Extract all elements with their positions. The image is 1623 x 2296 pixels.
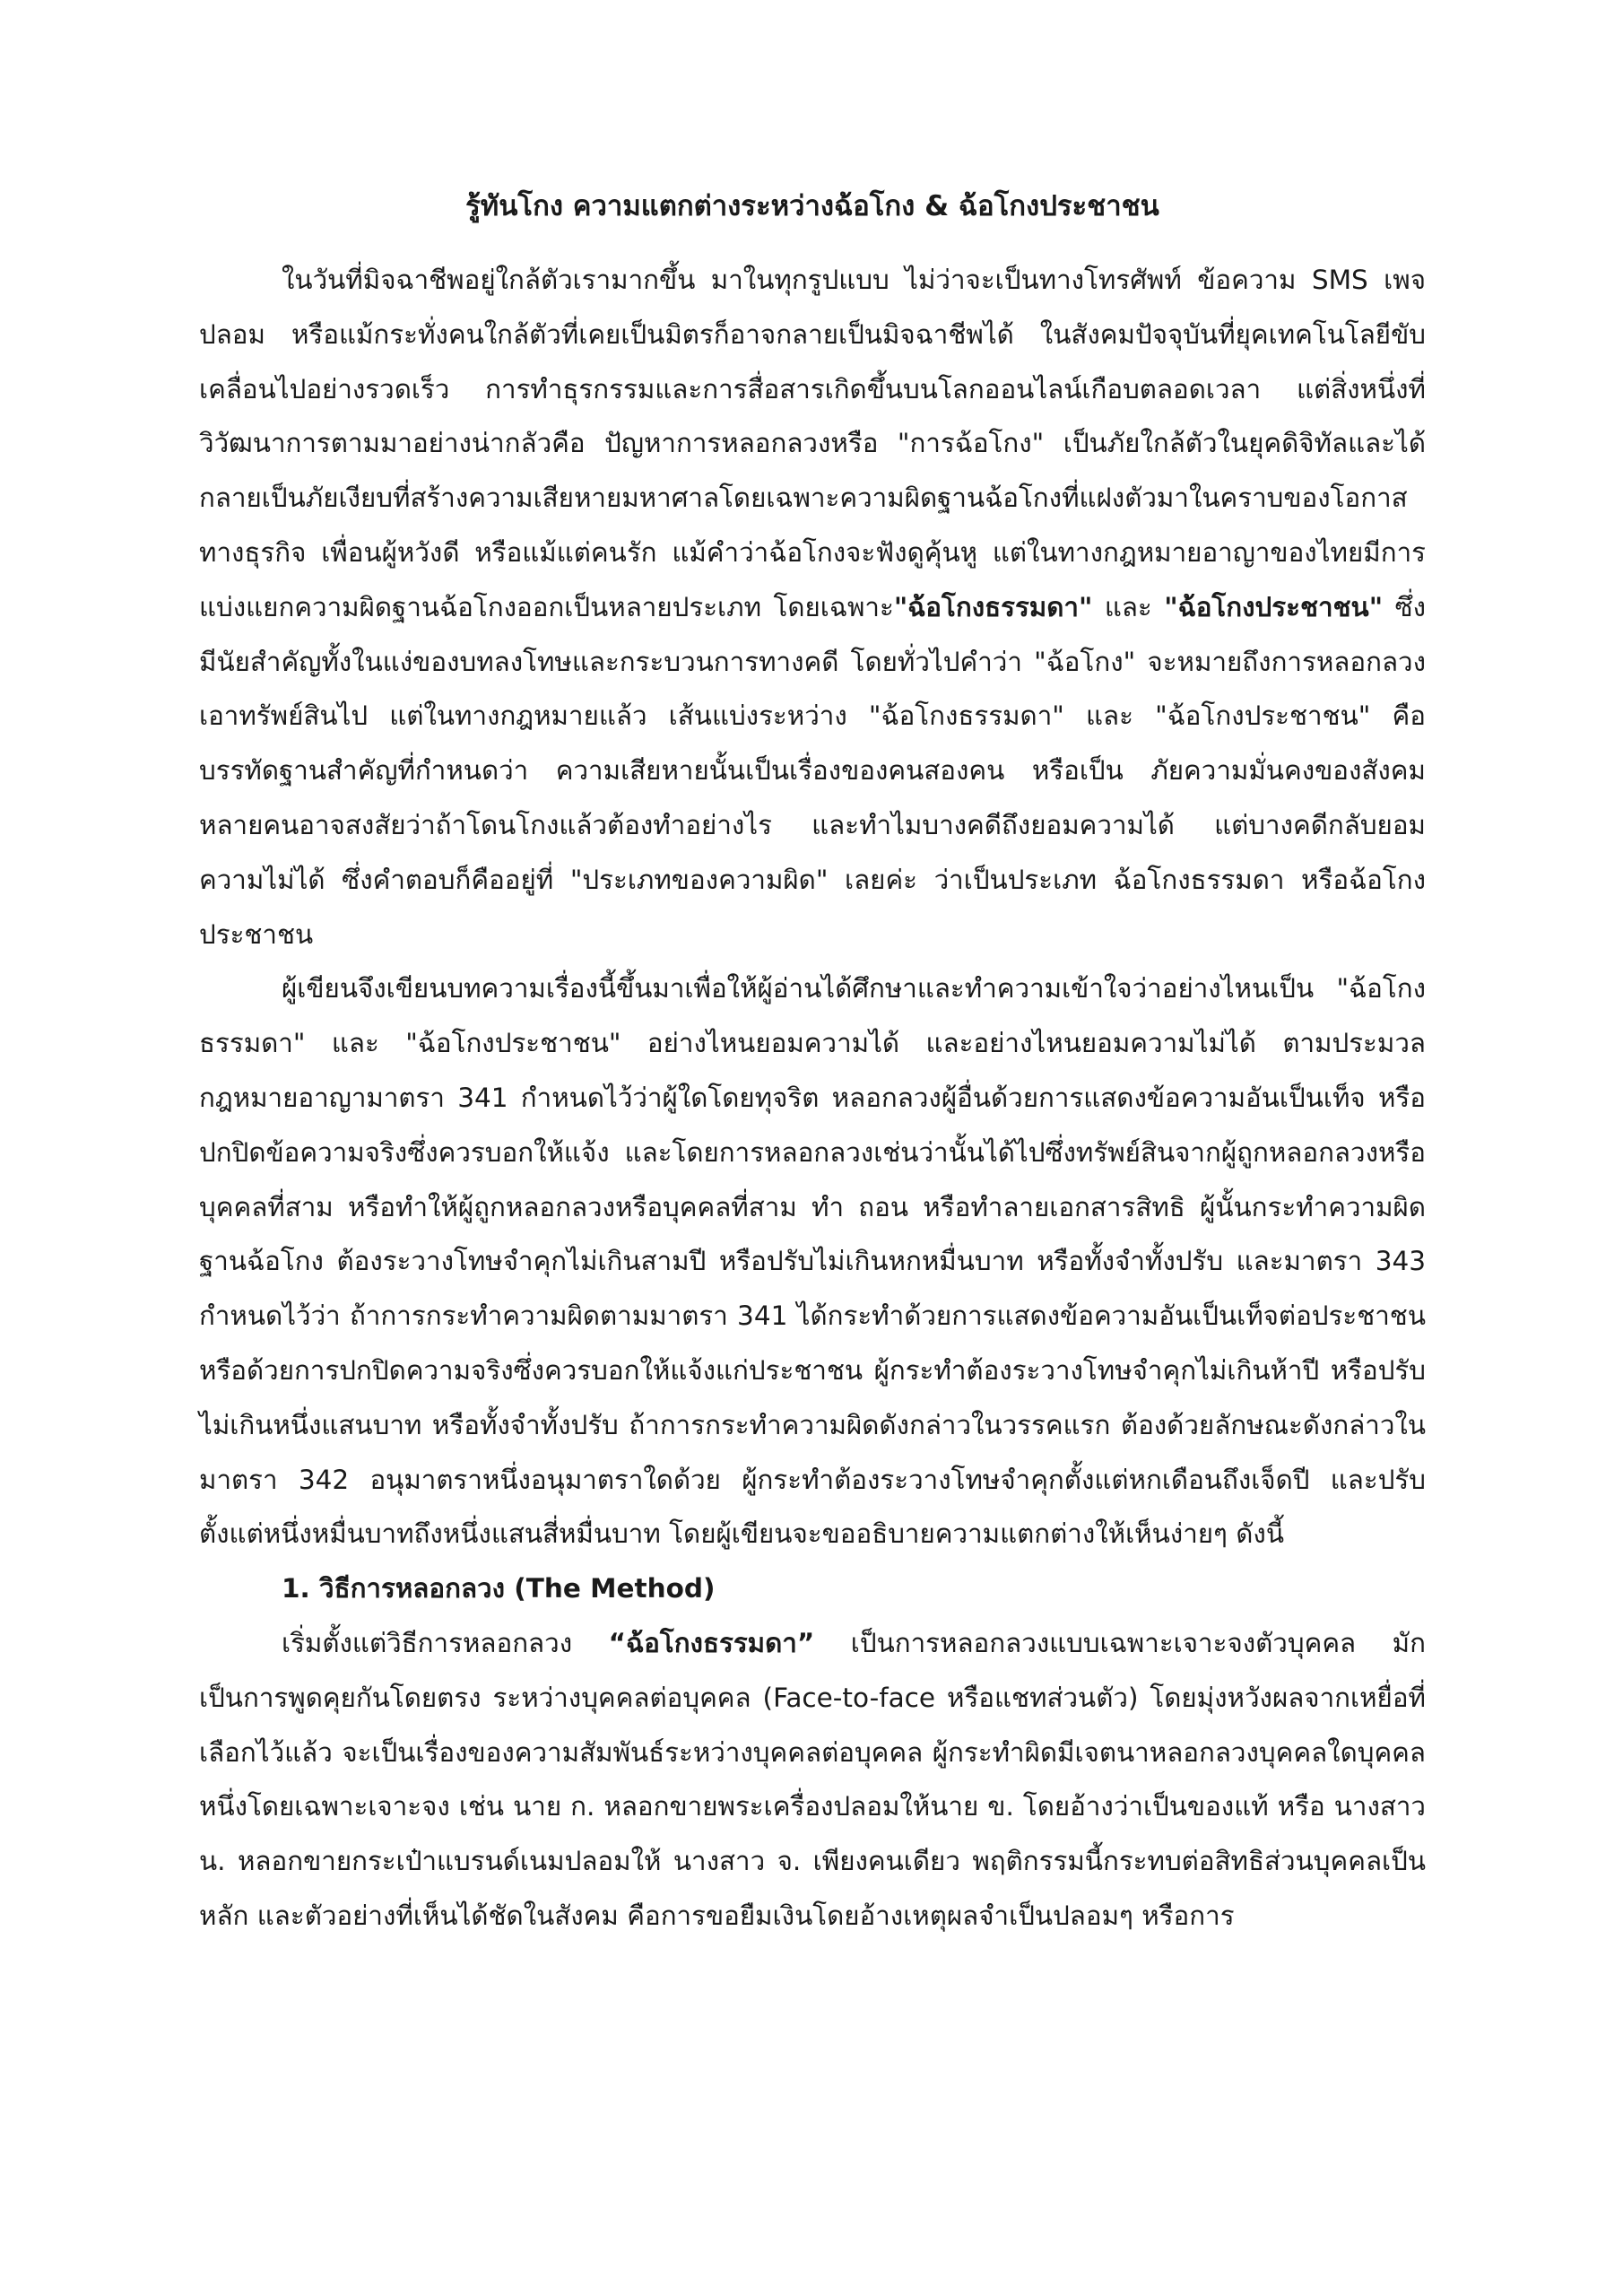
- paragraph-intro: [199, 253, 1426, 961]
- term-ordinary-fraud-quoted: “ฉ้อโกงธรรมดา”: [608, 1627, 815, 1658]
- paragraph-method-text-2: เป็นการหลอกลวงแบบเฉพาะเจาะจงตัวบุคคล มักเป็นการพูดคุยกันโดยตรง ระหว่างบุคคลต่อบุคคล (Face-to-face หรือแชทส่วนตัว) โดยมุ่งหวังผลจากเหยื่อที่เลือกไว้แล้ว จะเป็นเรื่องของความสัมพันธ์ระหว่างบุคคลต่อบุคคล ผู้กระทำผิดมีเจตนาหลอกลวงบุคคลใดบุคคลหนึ่งโดยเฉพาะเจาะจง เช่น นาย ก. หลอกขายพระเครื่องปลอมให้นาย ข. โดยอ้างว่าเป็นของแท้ หรือ นางสาว น. หลอกขายกระเป๋าแบรนด์เนมปลอมให้ นางสาว จ. เพียงคนเดียว พฤติกรรมนี้กระทบต่อสิทธิส่วนบุคคลเป็นหลัก และตัวอย่างที่เห็นได้ชัดในสังคม คือการขอยืมเงินโดยอ้างเหตุผลจำเป็นปลอมๆ หรือการ: [199, 1627, 1426, 1931]
- paragraph-law: ผู้เขียนจึงเขียนบทความเรื่องนี้ขึ้นมาเพื่อให้ผู้อ่านได้ศึกษาและทำความเข้าใจว่าอย่างไหนเป็น "ฉ้อโกงธรรมดา" และ "ฉ้อโกงประชาชน" อย่างไหนยอมความได้ และอย่างไหนยอมความไม่ได้ ตามประมวลกฎหมายอาญามาตรา 341 กำหนดไว้ว่าผู้ใดโดยทุจริต หลอกลวงผู้อื่นด้วยการแสดงข้อความอันเป็นเท็จ หรือปกปิดข้อความจริงซึ่งควรบอกให้แจ้ง และโดยการหลอกลวงเช่นว่านั้นได้ไปซึ่งทรัพย์สินจากผู้ถูกหลอกลวงหรือบุคคลที่สาม หรือทำให้ผู้ถูกหลอกลวงหรือบุคคลที่สาม ทำ ถอน หรือทำลายเอกสารสิทธิ ผู้นั้นกระทำความผิดฐานฉ้อโกง ต้องระวางโทษจำคุกไม่เกินสามปี หรือปรับไม่เกินหกหมื่นบาท หรือทั้งจำทั้งปรับ และมาตรา 343 กำหนดไว้ว่า ถ้าการกระทำความผิดตามมาตรา 341 ได้กระทำด้วยการแสดงข้อความอันเป็นเท็จต่อประชาชน หรือด้วยการปกปิดความจริงซึ่งควรบอกให้แจ้งแก่ประชาชน ผู้กระทำต้องระวางโทษจำคุกไม่เกินห้าปี หรือปรับไม่เกินหนึ่งแสนบาท หรือทั้งจำทั้งปรับ ถ้าการกระทำความผิดดังกล่าวในวรรคแรก ต้องด้วยลักษณะดังกล่าวในมาตรา 342 อนุมาตราหนึ่งอนุมาตราใดด้วย ผู้กระทำต้องระวางโทษจำคุกตั้งแต่หกเดือนถึงเจ็ดปี และปรับตั้งแต่หนึ่งหมื่นบาทถึงหนึ่งแสนสี่หมื่นบาท โดยผู้เขียนจะขออธิบายความแตกต่างให้เห็นง่ายๆ ดังนี้: [199, 973, 1426, 1550]
- section-heading-method: 1. วิธีการหลอกลวง (The Method): [282, 1573, 716, 1605]
- term-ordinary-fraud: "ฉ้อโกงธรรมดา": [893, 591, 1093, 622]
- document-page: [199, 179, 1426, 1944]
- paragraph-method: [199, 1616, 1426, 1944]
- paragraph-method-text-1: เริ่มตั้งแต่วิธีการหลอกลวง: [282, 1627, 609, 1658]
- paragraph-intro-text-3: ซึ่งมีนัยสำคัญทั้งในแง่ของบทลงโทษและกระบวนการทางคดี โดยทั่วไปคำว่า "ฉ้อโกง" จะหมายถึงการหลอกลวงเอาทรัพย์สินไป แต่ในทางกฎหมายแล้ว เส้นแบ่งระหว่าง "ฉ้อโกงธรรมดา" และ "ฉ้อโกงประชาชน" คือบรรทัดฐานสำคัญที่กำหนดว่า ความเสียหายนั้นเป็นเรื่องของคนสองคน หรือเป็น ภัยความมั่นคงของสังคม หลายคนอาจสงสัยว่าถ้าโดนโกงแล้วต้องทำอย่างไร และทำไมบางคดีถึงยอมความได้ แต่บางคดีกลับยอมความไม่ได้ ซึ่งคำตอบก็คืออยู่ที่ "ประเภทของความผิด" เลยค่ะ ว่าเป็นประเภท ฉ้อโกงธรรมดา หรือฉ้อโกงประชาชน: [199, 591, 1426, 950]
- paragraph-intro-text-2: และ: [1092, 591, 1165, 622]
- term-public-fraud: "ฉ้อโกงประชาชน": [1164, 591, 1384, 622]
- paragraph-intro-text-1: ในวันที่มิจฉาชีพอยู่ใกล้ตัวเรามากขึ้น มาในทุกรูปแบบ ไม่ว่าจะเป็นทางโทรศัพท์ ข้อความ SMS เพจปลอม หรือแม้กระทั่งคนใกล้ตัวที่เคยเป็นมิตรก็อาจกลายเป็นมิจฉาชีพได้ ในสังคมปัจจุบันที่ยุคเทคโนโลยีขับเคลื่อนไปอย่างรวดเร็ว การทำธุรกรรมและการสื่อสารเกิดขึ้นบนโลกออนไลน์เกือบตลอดเวลา แต่สิ่งหนึ่งที่วิวัฒนาการตามมาอย่างน่ากลัวคือ ปัญหาการหลอกลวงหรือ "การฉ้อโกง" เป็นภัยใกล้ตัวในยุคดิจิทัลและได้กลายเป็นภัยเงียบที่สร้างความเสียหายมหาศาลโดยเฉพาะความผิดฐานฉ้อโกงที่แฝงตัวมาในคราบของโอกาสทางธุรกิจ เพื่อนผู้หวังดี หรือแม้แต่คนรัก แม้คำว่าฉ้อโกงจะฟังดูคุ้นหู แต่ในทางกฎหมายอาญาของไทยมีการแบ่งแยกความผิดฐานฉ้อโกงออกเป็นหลายประเภท โดยเฉพาะ: [199, 265, 1426, 622]
- document-title: รู้ทันโกง ความแตกต่างระหว่างฉ้อโกง & ฉ้อโกงประชาชน: [465, 190, 1159, 222]
